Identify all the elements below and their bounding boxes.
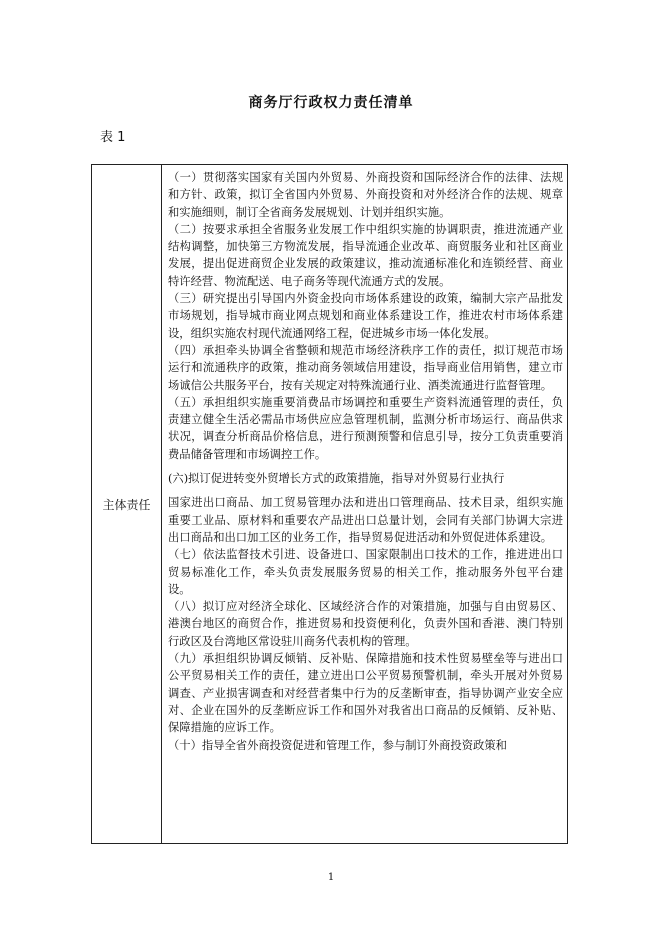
page-number: 1: [327, 872, 335, 883]
responsibility-item-6-part-1: (六)拟订促进转变外贸增长方式的政策措施，指导对外贸易行业执行: [168, 472, 505, 486]
responsibility-content-cell: [162, 165, 567, 843]
responsibility-table: [91, 164, 568, 844]
table-label: 表 1: [100, 130, 126, 145]
row-label-cell: [92, 165, 162, 843]
responsibility-item-1: （一）贯彻落实国家有关国内外贸易、外商投资和国际经济合作的法律、法规和方针、政策，拟订全省国内外贸易、外商投资和对外经济合作的法规、规章和实施细则，制订全省商务发展规划、计划并组织实施。: [168, 171, 563, 219]
responsibility-item-2: （二）按要求承担全省服务业发展工作中组织实施的协调职责，推进流通产业结构调整，加快第三方物流发展，指导流通企业改革、商贸服务业和社区商业发展，提出促进商贸企业发展的政策建议，推动流通标准化和连锁经营、商业特许经营、物流配送、电子商务等现代流通方式的发展。: [168, 222, 563, 288]
responsibility-item-10: （十）指导全省外商投资促进和管理工作，参与制订外商投资政策和: [168, 738, 507, 752]
responsibility-item-3: （三）研究提出引导国内外资金投向市场体系建设的政策，编制大宗产品批发市场规划，指导城市商业网点规划和商业体系建设工作，推进农村市场体系建设，组织实施农村现代流通网络工程，促进城乡市场一体化发展。: [168, 292, 563, 340]
responsibility-item-4: （四）承担牵头协调全省整顿和规范市场经济秩序工作的责任，拟订规范市场运行和流通秩序的政策，推动商务领域信用建设，指导商业信用销售，建立市场诚信公共服务平台，按有关规定对特殊流通行业、酒类流通进行监督管理。: [168, 343, 563, 392]
responsibility-item-6-part-2: 国家进出口商品、加工贸易管理办法和进出口管理商品、技术目录，组织实施重要工业品、原材料和重要农产品进出口总量计划，会同有关部门协调大宗进出口商品和出口加工区的业务工作，指导贸易促进活动和外贸促进体系建设。: [168, 496, 563, 544]
responsibility-item-7: （七）依法监督技术引进、设备进口、国家限制出口技术的工作，推进进出口贸易标准化工作，牵头负责发展服务贸易的相关工作，推动服务外包平台建设。: [168, 548, 563, 596]
row-label: 主体责任: [102, 497, 151, 512]
responsibility-item-5: （五）承担组织实施重要消费品市场调控和重要生产资料流通管理的责任，负责建立健全生活必需品市场供应应急管理机制，监测分析市场运行、商品供求状况，调查分析商品价格信息，进行预测预警和信息引导，按分工负责重要消费品储备管理和市场调控工作。: [168, 395, 563, 461]
document-title: 商务厅行政权力责任清单: [248, 95, 414, 111]
responsibility-item-8: （八）拟订应对经济全球化、区域经济合作的对策措施，加强与自由贸易区、港澳台地区的商贸合作，推进贸易和投资便利化，负责外国和香港、澳门特别行政区及台湾地区常设驻川商务代表机构的管理。: [168, 600, 563, 648]
responsibility-item-9: （九）承担组织协调反倾销、反补贴、保障措施和技术性贸易壁垒等与进出口公平贸易相关工作的责任，建立进出口公平贸易预警机制，牵头开展对外贸易调查、产业损害调查和对经营者集中行为的反垄断审查，指导协调产业安全应对、企业在国外的反垄断应诉工作和国外对我省出口商品的反倾销、反补贴、保障措施的应诉工作。: [168, 652, 563, 735]
